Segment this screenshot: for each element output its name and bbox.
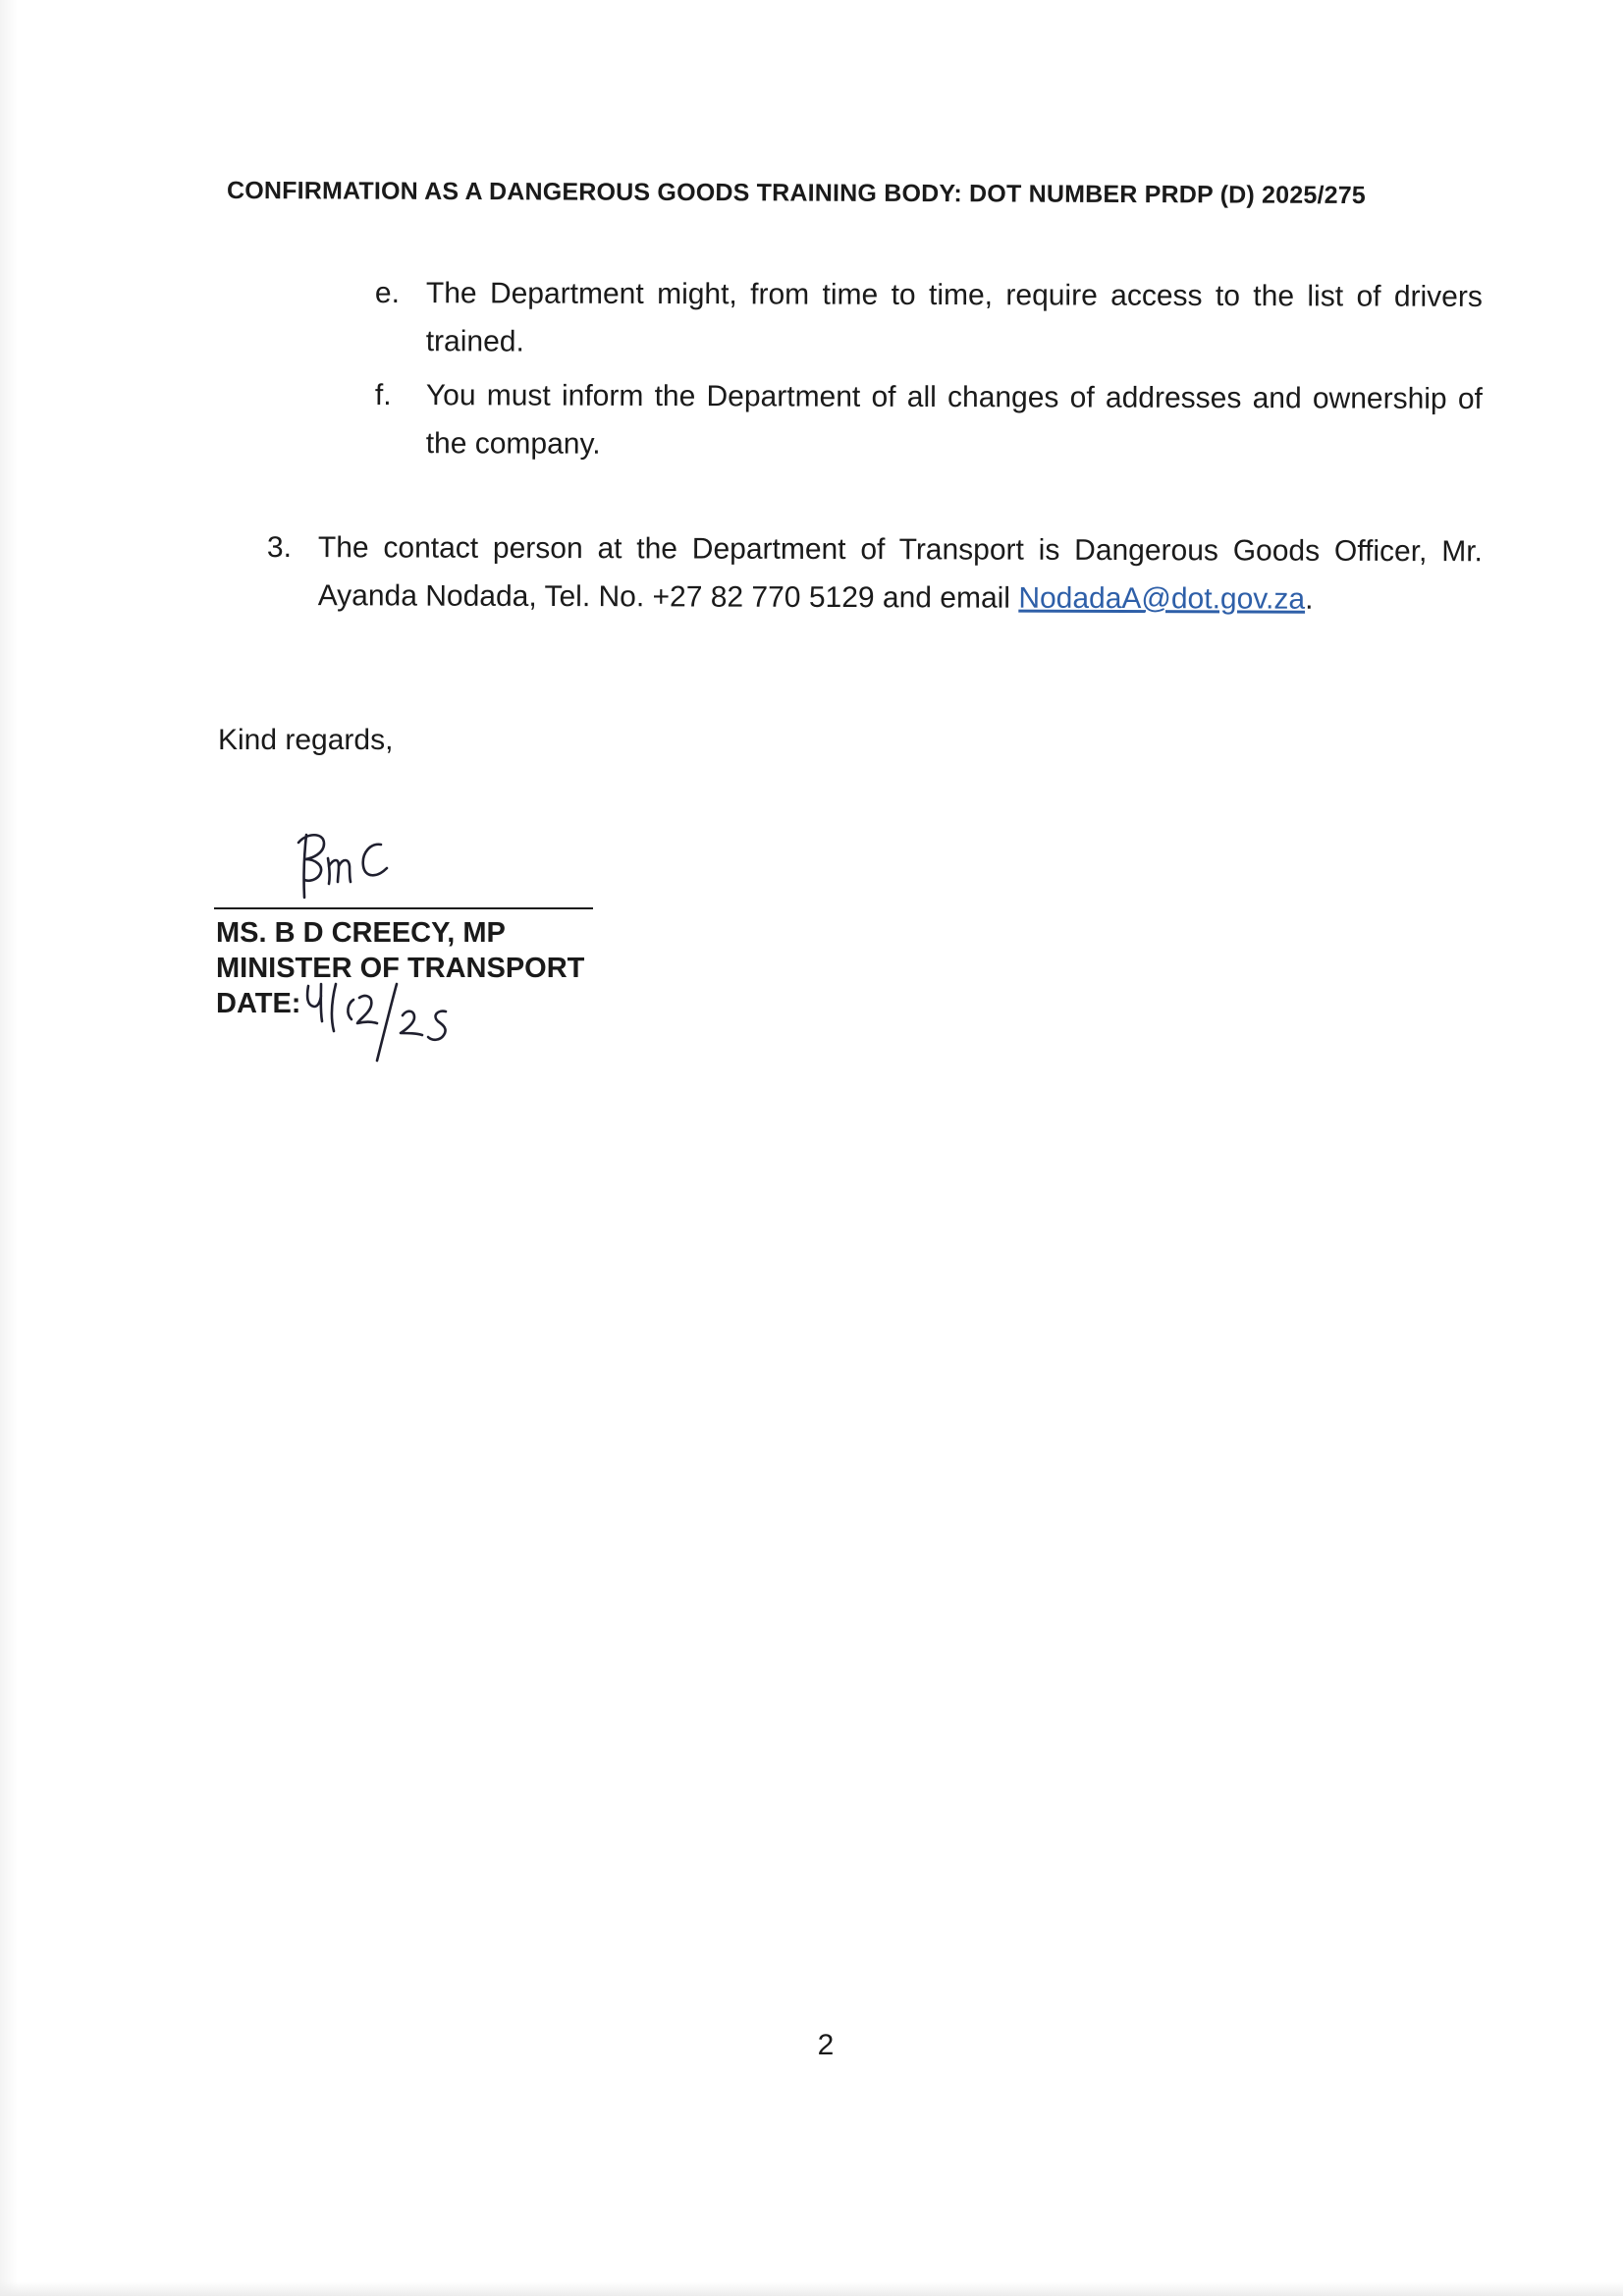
list-item-e <box>375 269 1483 369</box>
email-link[interactable]: NodadaA@dot.gov.za <box>1018 581 1306 616</box>
list-item-text: The Department might, from time to time, require access to the list of drivers trained. <box>425 277 1483 358</box>
signatory-title: MINISTER OF TRANSPORT <box>216 953 585 984</box>
scan-shadow-bottom <box>0 2282 1623 2296</box>
scan-shadow-left <box>0 0 18 2296</box>
numbered-marker: 3. <box>266 530 293 565</box>
contact-text: The contact person at the Department of Transport is Dangerous Goods Officer, Mr. Ayanda Nodada, Tel. No. +27 82 770 5129 and email <box>317 531 1483 615</box>
page-number: 2 <box>817 2029 835 2061</box>
date-label: DATE: <box>216 988 301 1019</box>
numbered-item-3 <box>267 523 1483 624</box>
list-item-text: You must inform the Department of all changes of addresses and ownership of the company. <box>425 379 1483 461</box>
list-marker: f. <box>374 378 392 412</box>
signature-line <box>214 907 593 909</box>
list-marker: e. <box>374 276 401 310</box>
contact-text-end: . <box>1305 582 1314 616</box>
contact-paragraph <box>318 523 1483 624</box>
handwritten-date <box>300 976 477 1065</box>
signatory-name: MS. B D CREECY, MP <box>216 917 506 949</box>
closing-salutation: Kind regards, <box>218 724 394 756</box>
document-heading: CONFIRMATION AS A DANGEROUS GOODS TRAINING BODY: DOT NUMBER PRDP (D) 2025/275 <box>226 177 1367 210</box>
handwritten-signature <box>285 823 412 903</box>
list-item-f <box>375 371 1483 471</box>
